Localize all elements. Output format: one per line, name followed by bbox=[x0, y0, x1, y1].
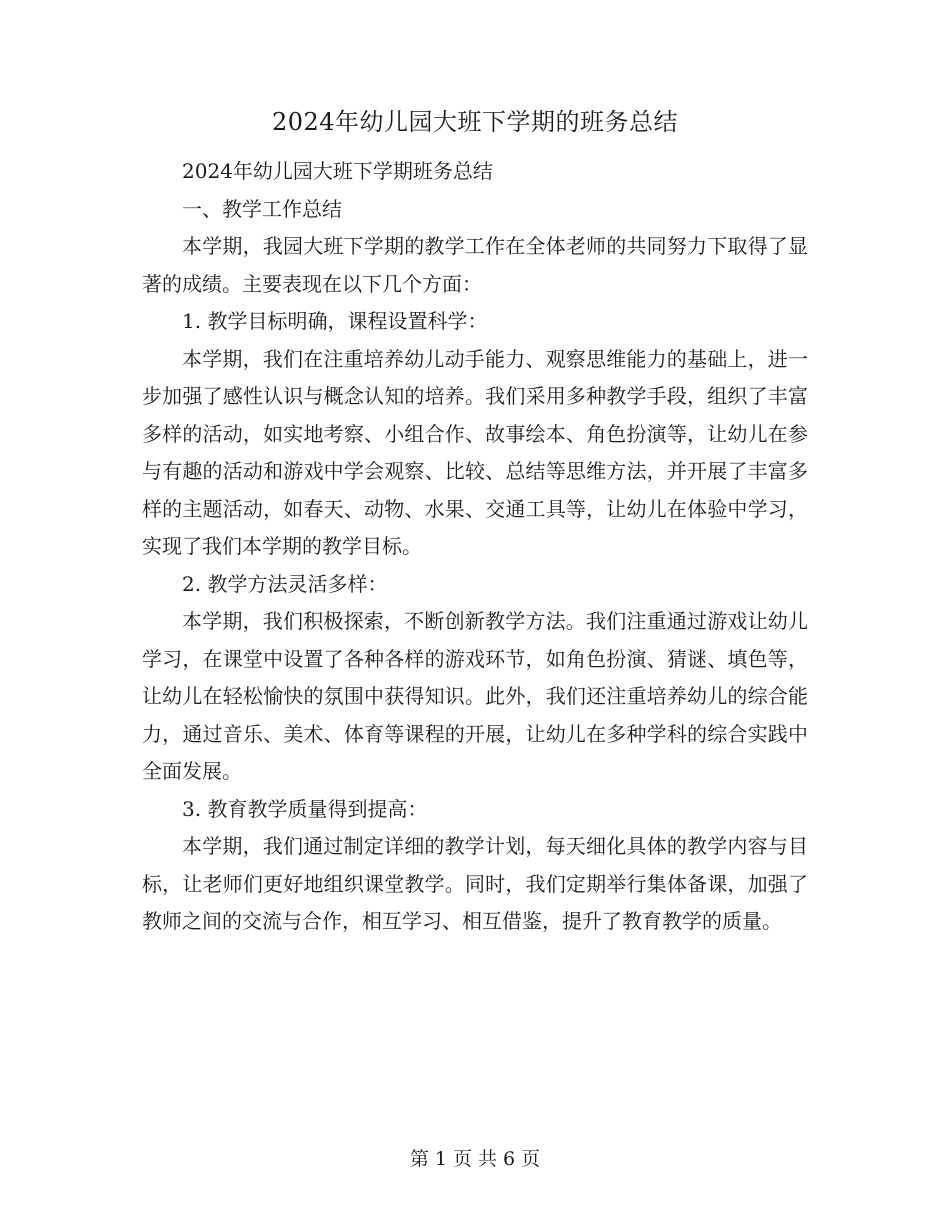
document-body bbox=[142, 153, 808, 941]
body-paragraph: 本学期，我们通过制定详细的教学计划，每天细化具体的教学内容与目标，让老师们更好地组织课堂教学。同时，我们定期举行集体备课，加强了教师之间的交流与合作，相互学习、相互借鉴，提升了教育教学的质量。 bbox=[142, 834, 808, 933]
page-number: 第 1 页 共 6 页 bbox=[409, 1148, 541, 1170]
subsection-heading: 2. 教学方法灵活多样： bbox=[182, 571, 388, 596]
section-heading: 一、教学工作总结 bbox=[182, 196, 342, 221]
document-title: 2024年幼儿园大班下学期的班务总结 bbox=[271, 108, 679, 136]
page-footer bbox=[0, 1145, 950, 1173]
subsection-heading: 3. 教育教学质量得到提高： bbox=[182, 796, 428, 821]
body-paragraph: 本学期，我们积极探索，不断创新教学方法。我们注重通过游戏让幼儿学习，在课堂中设置了各种各样的游戏环节，如角色扮演、猜谜、填色等，让幼儿在轻松愉快的氛围中获得知识。此外，我们还注重培养幼儿的综合能力，通过音乐、美术、体育等课程的开展，让幼儿在多种学科的综合实践中全面发展。 bbox=[142, 609, 808, 783]
body-paragraph: 本学期，我们在注重培养幼儿动手能力、观察思维能力的基础上，进一步加强了感性认识与概念认知的培养。我们采用多种教学手段，组织了丰富多样的活动，如实地考察、小组合作、故事绘本、角色扮演等，让幼儿在参与有趣的活动和游戏中学会观察、比较、总结等思维方法，并开展了丰富多样的主题活动，如春天、动物、水果、交通工具等，让幼儿在体验中学习，实现了我们本学期的教学目标。 bbox=[142, 346, 808, 558]
subtitle-paragraph: 2024年幼儿园大班下学期班务总结 bbox=[182, 159, 493, 183]
subsection-heading: 1. 教学目标明确，课程设置科学： bbox=[182, 309, 488, 333]
body-paragraph: 本学期，我园大班下学期的教学工作在全体老师的共同努力下取得了显著的成绩。主要表现在以下几个方面： bbox=[142, 234, 808, 296]
